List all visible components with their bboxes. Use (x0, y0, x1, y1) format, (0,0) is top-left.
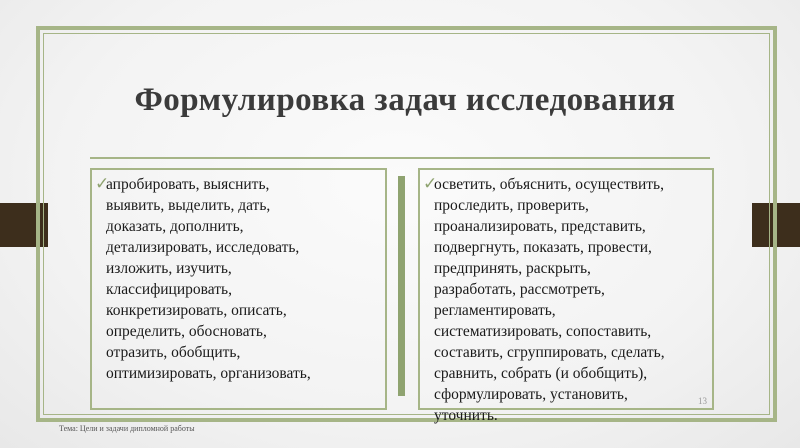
checkmark-icon: ✓ (95, 174, 110, 194)
right-column (418, 168, 714, 424)
left-column-text: апробировать, выяснить, выявить, выделить, дать, доказать, дополнить, детализировать, исследовать, изложить, изучить, классифицировать, конкретизировать, описать, определить, обосновать, отразить, обобщить, оптимизировать, организовать, (106, 176, 311, 382)
slide-title: Формулировка задач исследования (134, 82, 676, 118)
left-column (90, 168, 387, 410)
title-rule (90, 157, 710, 159)
column-divider (398, 176, 405, 396)
slide-footer: Тема: Цели и задачи дипломной работы (59, 424, 195, 433)
checkmark-icon: ✓ (423, 174, 438, 194)
page-number: 13 (698, 396, 707, 406)
right-column-text: осветить, объяснить, осуществить, проследить, проверить, проанализировать, представить, подвергнуть, показать, провести, предпринять, раскрыть, разработать, рассмотреть, регламентировать, систематизировать, сопоставить, составить, сгруппировать, сделать, сравнить, собрать (и обобщить), сформулировать, установить, уточнить. (434, 176, 665, 424)
